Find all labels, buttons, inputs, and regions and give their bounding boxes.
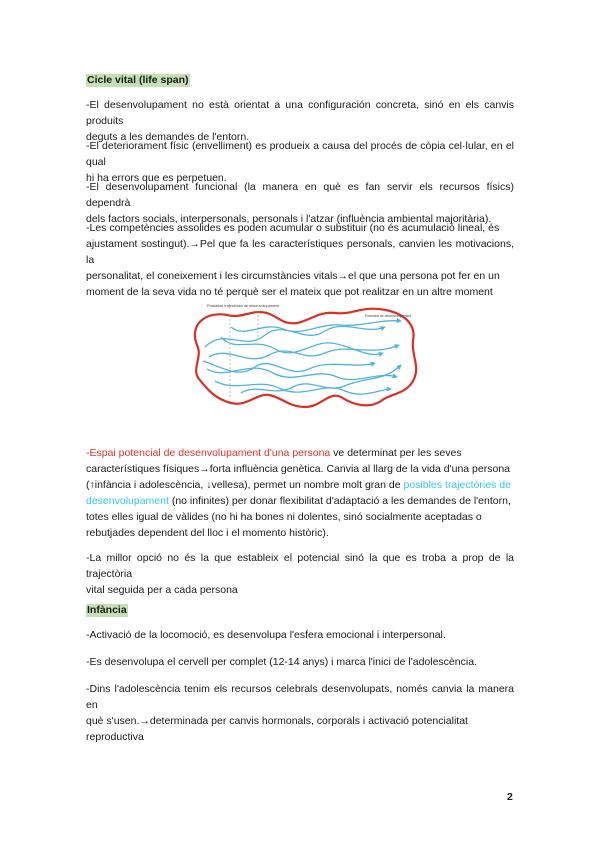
paragraph-line: moment de la seva vida no té perquè ser el mateix que pot realitzar en un altre moment <box>86 286 493 298</box>
paragraph-line: què s'usen.→determinada per canvis hormonals, corporals i activació potencialitat <box>86 715 468 727</box>
potential-boundary <box>195 309 416 407</box>
paragraph-line: -La millor opció no és la que estableix el potencial sinó la que es troba a prop de la trajectòria <box>86 552 514 580</box>
figure-label-trajectories: Possibles trajectòries de desenvolupament <box>207 304 280 308</box>
paragraph-line: -Es desenvolupa el cervell per complet (12-14 anys) i marca l'inici de l'adolescència. <box>86 656 477 668</box>
development-potential-diagram <box>185 297 421 417</box>
paragraph-line: personalitat, el coneixement i les circumstàncies vitals→el que una persona pot fer en un <box>86 270 500 282</box>
paragraph-potential-space <box>86 445 514 541</box>
paragraph-best-option <box>86 550 514 598</box>
paragraph-line: -Les competències assolides es poden acumular o substituir (no és acumulació lineal, és <box>86 222 500 234</box>
paragraph-line: -Dins l'adolescència tenim els recursos celebrals desenvolupats, només canvia la manera en <box>86 683 514 711</box>
paragraph-line: -El desenvolupament funcional (la manera en què es fan servir els recursos físics) dependrà <box>86 181 514 209</box>
cyan-highlight-text: desenvolupament <box>86 495 169 507</box>
paragraph-line: vital seguida per a cada persona <box>86 584 238 596</box>
paragraph-line: característiques físiques→forta influència genètica. Canvia al llarg de la vida d'una persona <box>86 463 510 475</box>
paragraph-adolescence <box>86 681 514 745</box>
paragraph-locomotion <box>86 627 514 643</box>
paragraph-line: -Activació de la locomoció, es desenvolupa l'esfera emocional i interpersonal. <box>86 629 446 641</box>
paragraph-line: ajustament sostingut).→Pel que fa les característiques personals, canvien les motivacions, la <box>86 238 514 266</box>
paragraph-line: deguts a les demandes de l'entorn. <box>86 131 250 143</box>
page-number: 2 <box>507 791 513 803</box>
paragraph-line <box>86 477 514 493</box>
line-start: (↑infància i adolescència, ↓vellesa), permet un nombre molt gran de <box>86 479 404 491</box>
line-rest: ve determinat per les seves <box>330 447 462 459</box>
section-heading-life-span: Cicle vital (life span) <box>87 74 189 86</box>
paragraph-line: dels factors socials, interpersonals, personals i l'atzar (influència ambiental majoritària). <box>86 213 492 225</box>
paragraph-line: reproductiva <box>86 731 144 743</box>
section-heading-infancia: Infància <box>87 604 127 616</box>
cyan-highlight-text: posibles trajectòries de <box>403 479 511 491</box>
paragraph-line: rebutjades dependent del lloc i el momento històric). <box>86 527 329 539</box>
paragraph-line <box>86 493 514 509</box>
figure-label-potential: Potencial de desenvolupament <box>365 314 412 318</box>
paragraph-line: totes elles igual de vàlides (no hi ha bones ni dolentes, sinó socialmente aceptadas o <box>86 511 482 523</box>
red-highlight-text: -Espai potencial de desenvolupament d'una persona <box>86 447 331 459</box>
line-rest: (no infinites) per donar flexibilitat d'adaptació a les demandes de l'entorn, <box>168 495 511 507</box>
trajectory-arrows <box>203 321 401 394</box>
paragraph-line: -El desenvolupament no està orientat a una configuración concreta, sinó en els canvis produits <box>86 99 514 127</box>
paragraph-brain-development <box>86 654 514 670</box>
paragraph-line: -El deteriorament físic (envelliment) es produeix a causa del procés de còpia cel·lular, en el qual <box>86 140 514 168</box>
paragraph-line: hi ha errors que es perpetuen. <box>86 172 227 184</box>
paragraph-competences <box>86 220 514 300</box>
paragraph-line <box>86 445 514 461</box>
